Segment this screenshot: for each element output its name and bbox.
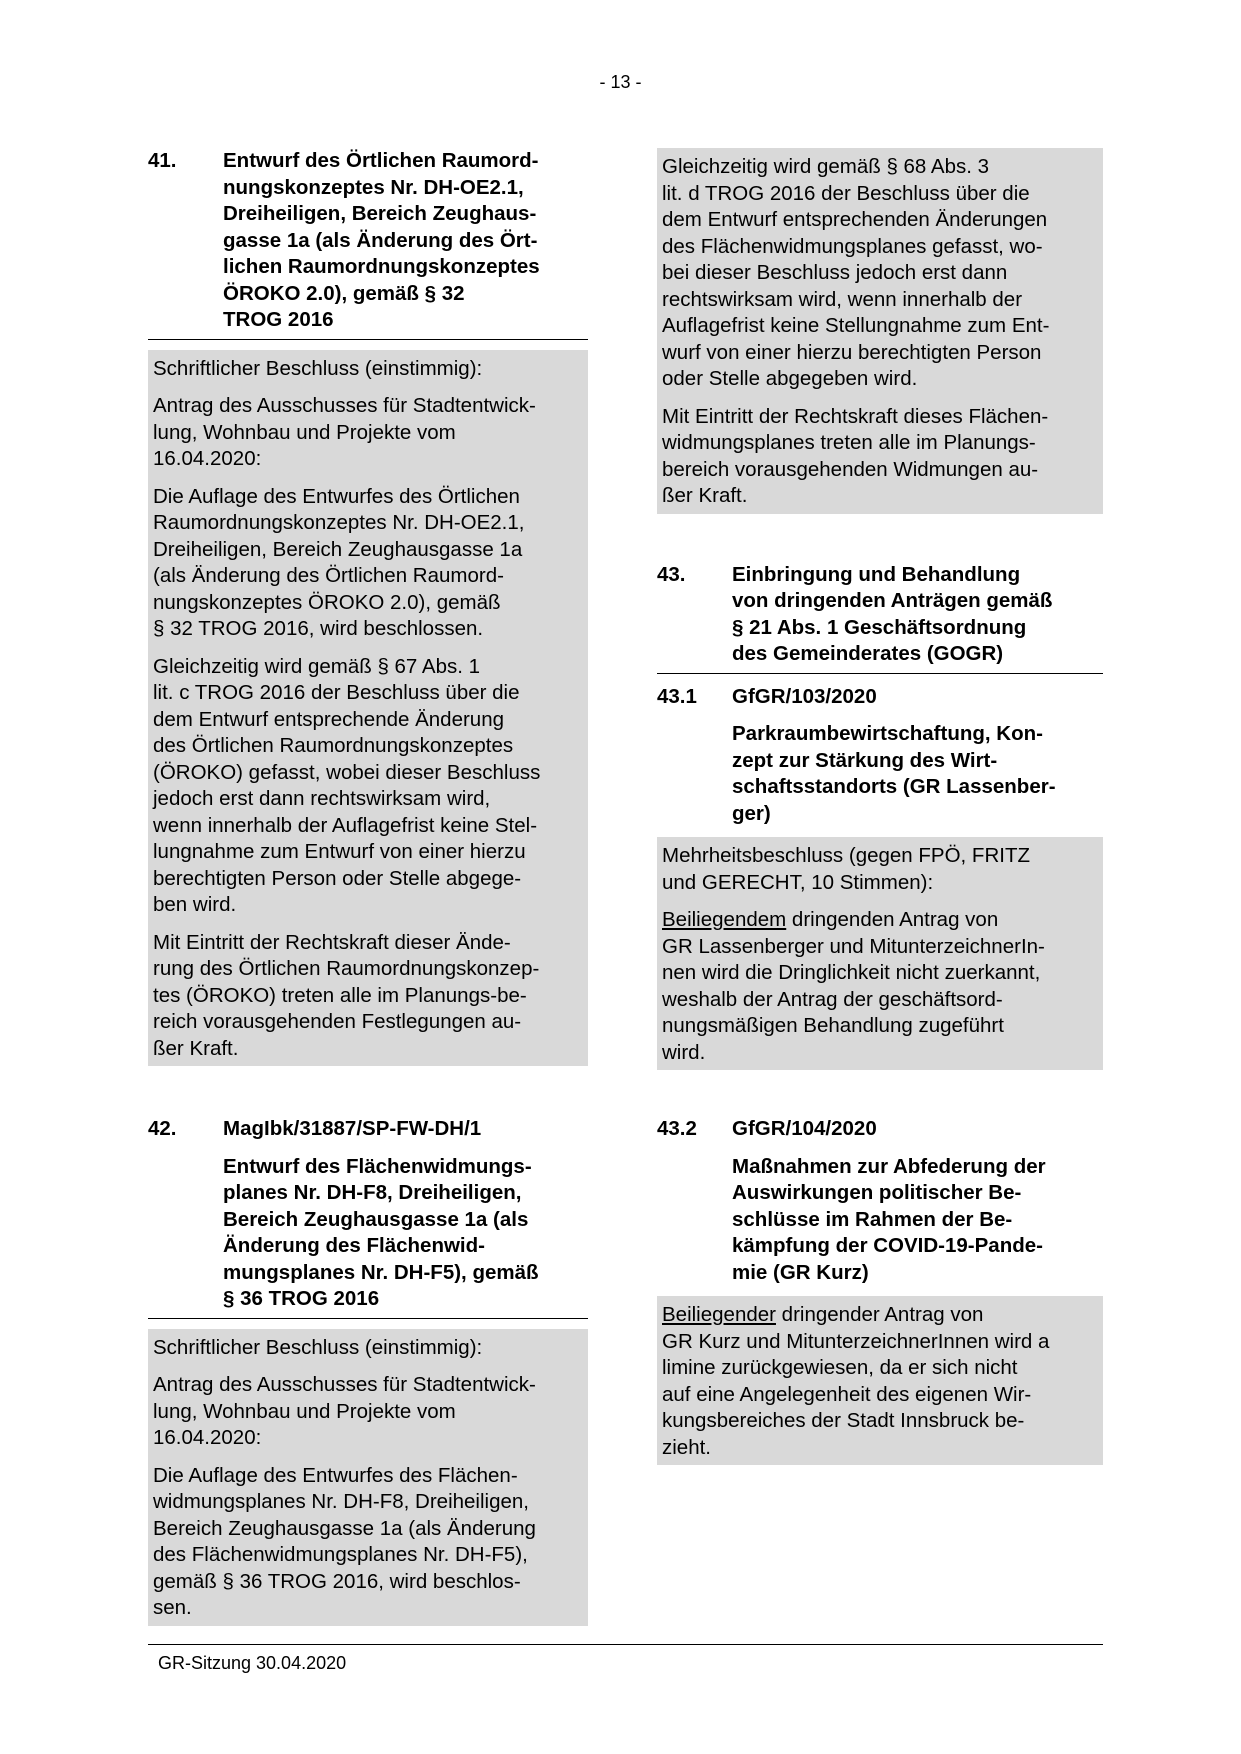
page-number: - 13 - (599, 72, 642, 92)
text-line: ßer Kraft. (153, 1036, 239, 1060)
text-line (662, 907, 1098, 934)
item-number: 43.2 (657, 1117, 697, 1140)
item-reference (732, 684, 1103, 711)
text-line: berechtigten Person oder Stelle abgege- (153, 866, 522, 890)
paragraph (153, 356, 583, 383)
text-line: und GERECHT, 10 Stimmen): (662, 870, 934, 894)
text-line: Antrag des Ausschusses für Stadtentwick- (153, 394, 536, 417)
text-line: Gleichzeitig wird gemäß § 68 Abs. 3 (662, 155, 990, 178)
text-line: 16.04.2020: (153, 1426, 262, 1449)
text-line: wurf von einer hierzu berechtigten Person (662, 340, 1042, 364)
text-line: ßer Kraft. (662, 484, 748, 507)
title-line: Änderung des Flächenwid- (223, 1234, 485, 1257)
text-line: lit. c TROG 2016 der Beschluss über die (153, 681, 520, 704)
paragraph (153, 393, 583, 473)
right-column (657, 148, 1103, 1465)
item-number: 42. (148, 1117, 177, 1140)
title-line: Auswirkungen politischer Be- (732, 1181, 1022, 1204)
title-line: von dringenden Anträgen gemäß (732, 589, 1053, 612)
item-number: 43.1 (657, 684, 697, 708)
text-line: kungsbereiches der Stadt Innsbruck be- (662, 1409, 1025, 1432)
text-line: (ÖROKO) gefasst, wobei dieser Beschluss (153, 760, 541, 784)
text-line: nungskonzeptes ÖROKO 2.0), gemäß (153, 590, 501, 614)
item-41-heading (148, 148, 588, 334)
text-line: wird. (662, 1040, 706, 1064)
text-line: Mehrheitsbeschluss (gegen FPÖ, FRITZ (662, 844, 1030, 867)
text-line: gemäß § 36 TROG 2016, wird beschlos- (153, 1569, 521, 1593)
text-line: jedoch erst dann rechtswirksam wird, (153, 787, 491, 810)
text-line: GR Lassenberger und MitunterzeichnerIn- (662, 934, 1045, 958)
title-line: Entwurf des Örtlichen Raumord- (223, 149, 539, 172)
text-line: lit. d TROG 2016 der Beschluss über die (662, 181, 1030, 205)
title-line: mungsplanes Nr. DH-F5), gemäß (223, 1260, 539, 1284)
text-line: Schriftlicher Beschluss (einstimmig): (153, 356, 483, 380)
paragraph (662, 1302, 1098, 1461)
title-line: schaftsstandorts (GR Lassenber- (732, 775, 1056, 798)
paragraph (662, 154, 1098, 393)
text-line: Raumordnungskonzeptes Nr. DH-OE2.1, (153, 511, 525, 534)
text-line: (als Änderung des Örtlichen Raumord- (153, 564, 504, 587)
reference-line: GfGR/104/2020 (732, 1117, 877, 1140)
text-line: widmungsplanes Nr. DH-F8, Dreiheiligen, (153, 1490, 529, 1513)
item-reference (223, 1116, 588, 1143)
item-number: 41. (148, 149, 177, 172)
paragraph (153, 654, 583, 919)
divider (657, 673, 1103, 674)
left-column (148, 148, 588, 1626)
text-line: dem Entwurf entsprechende Änderung (153, 707, 505, 731)
reference-line: MagIbk/31887/SP-FW-DH/1 (223, 1117, 482, 1140)
text-fragment: dringenden Antrag von (786, 908, 999, 931)
item-41-resolution-box (148, 350, 588, 1067)
text-line: oder Stelle abgegeben wird. (662, 367, 918, 390)
paragraph (153, 1372, 583, 1452)
item-42-heading (148, 1116, 588, 1143)
text-line: ben wird. (153, 893, 237, 916)
paragraph (153, 930, 583, 1063)
title-line: ger) (732, 801, 771, 825)
title-line: Maßnahmen zur Abfederung der (732, 1154, 1046, 1178)
title-line: § 21 Abs. 1 Geschäftsordnung (732, 615, 1027, 639)
text-line: sen. (153, 1596, 192, 1619)
text-line: Antrag des Ausschusses für Stadtentwick- (153, 1373, 536, 1396)
divider (148, 1318, 588, 1319)
text-line: bei dieser Beschluss jedoch erst dann (662, 261, 1008, 284)
title-line: Dreiheiligen, Bereich Zeughaus- (223, 202, 537, 225)
text-line: lung, Wohnbau und Projekte vom (153, 1399, 456, 1423)
text-line: tes (ÖROKO) treten alle im Planungs-be- (153, 983, 527, 1007)
title-line: § 36 TROG 2016 (223, 1287, 380, 1310)
item-43-1-heading (657, 684, 1103, 711)
paragraph (662, 404, 1098, 510)
underlined-word: Beiliegendem (662, 908, 787, 931)
text-line: des Örtlichen Raumordnungskonzeptes (153, 734, 514, 757)
item-43-1-title (732, 721, 1103, 827)
title-line: nungskonzeptes Nr. DH-OE2.1, (223, 175, 524, 199)
footer-text: GR-Sitzung 30.04.2020 (158, 1653, 347, 1673)
item-reference (732, 1116, 1103, 1143)
text-line (662, 1302, 1098, 1329)
title-line: schlüsse im Rahmen der Be- (732, 1207, 1013, 1231)
text-line: Bereich Zeughausgasse 1a (als Änderung (153, 1516, 536, 1540)
underlined-word: Beiliegender (662, 1303, 776, 1326)
text-line: widmungsplanes treten alle im Planungs- (662, 431, 1036, 454)
title-line: TROG 2016 (223, 308, 334, 331)
item-42-resolution-box (148, 1329, 588, 1626)
text-line: Die Auflage des Entwurfes des Örtlichen (153, 484, 520, 508)
item-43-2-resolution-box (657, 1296, 1103, 1465)
title-line: zept zur Stärkung des Wirt- (732, 748, 998, 772)
text-line: dem Entwurf entsprechenden Änderungen (662, 208, 1048, 231)
text-line: nungsmäßigen Behandlung zugeführt (662, 1014, 1004, 1037)
title-line: kämpfung der COVID-19-Pande- (732, 1234, 1043, 1257)
paragraph (662, 843, 1098, 896)
paragraph (153, 1335, 583, 1362)
item-43-1-resolution-box (657, 837, 1103, 1070)
title-line: ÖROKO 2.0), gemäß § 32 (223, 281, 465, 305)
text-line: nen wird die Dringlichkeit nicht zuerkannt, (662, 961, 1041, 984)
title-line: Parkraumbewirtschaftung, Kon- (732, 722, 1043, 745)
text-line: limine zurückgewiesen, da er sich nicht (662, 1356, 1018, 1379)
paragraph (153, 1463, 583, 1622)
title-line: des Gemeinderates (GOGR) (732, 642, 1004, 665)
item-title (223, 148, 588, 334)
text-line: § 32 TROG 2016, wird beschlossen. (153, 617, 484, 640)
title-line: lichen Raumordnungskonzeptes (223, 255, 540, 278)
title-line: mie (GR Kurz) (732, 1260, 869, 1284)
item-43-2-heading (657, 1116, 1103, 1143)
text-line: Schriftlicher Beschluss (einstimmig): (153, 1335, 483, 1359)
item-title (732, 562, 1103, 668)
item-number: 43. (657, 562, 686, 586)
text-line: Mit Eintritt der Rechtskraft dieses Flächen- (662, 404, 1049, 428)
footer-divider (148, 1644, 1103, 1645)
item-43-heading (657, 562, 1103, 668)
text-line: rung des Örtlichen Raumordnungskonzep- (153, 957, 540, 980)
text-line: 16.04.2020: (153, 447, 262, 470)
item-42-continued-box (657, 148, 1103, 514)
paragraph (153, 484, 583, 643)
text-line: bereich vorausgehenden Widmungen au- (662, 457, 1039, 481)
text-fragment: dringender Antrag von (775, 1303, 984, 1326)
text-line: wenn innerhalb der Auflagefrist keine Stel- (153, 813, 538, 837)
item-43-2-title (732, 1154, 1103, 1287)
title-line: Einbringung und Behandlung (732, 562, 1021, 586)
text-line: zieht. (662, 1435, 711, 1459)
title-line: Entwurf des Flächenwidmungs- (223, 1154, 532, 1178)
paragraph (662, 907, 1098, 1066)
text-line: GR Kurz und MitunterzeichnerInnen wird a (662, 1329, 1050, 1353)
text-line: weshalb der Antrag der geschäftsord- (662, 987, 1003, 1011)
item-42-title (223, 1154, 588, 1313)
text-line: lung, Wohnbau und Projekte vom (153, 420, 456, 444)
title-line: gasse 1a (als Änderung des Ört- (223, 228, 538, 252)
reference-line: GfGR/103/2020 (732, 684, 877, 708)
divider (148, 339, 588, 340)
text-line: lungnahme zum Entwurf von einer hierzu (153, 840, 526, 863)
text-line: rechtswirksam wird, wenn innerhalb der (662, 287, 1023, 311)
text-line: Gleichzeitig wird gemäß § 67 Abs. 1 (153, 654, 481, 678)
text-line: auf eine Angelegenheit des eigenen Wir- (662, 1382, 1032, 1406)
text-line: Die Auflage des Entwurfes des Flächen- (153, 1463, 518, 1487)
text-line: des Flächenwidmungsplanes Nr. DH-F5), (153, 1543, 528, 1566)
title-line: Bereich Zeughausgasse 1a (als (223, 1207, 529, 1231)
text-line: Dreiheiligen, Bereich Zeughausgasse 1a (153, 537, 523, 561)
text-line: reich vorausgehenden Festlegungen au- (153, 1010, 522, 1033)
text-line: Mit Eintritt der Rechtskraft dieser Ände- (153, 930, 511, 954)
text-line: Auflagefrist keine Stellungnahme zum Ent- (662, 314, 1050, 337)
text-line: des Flächenwidmungsplanes gefasst, wo- (662, 234, 1043, 258)
title-line: planes Nr. DH-F8, Dreiheiligen, (223, 1181, 522, 1204)
